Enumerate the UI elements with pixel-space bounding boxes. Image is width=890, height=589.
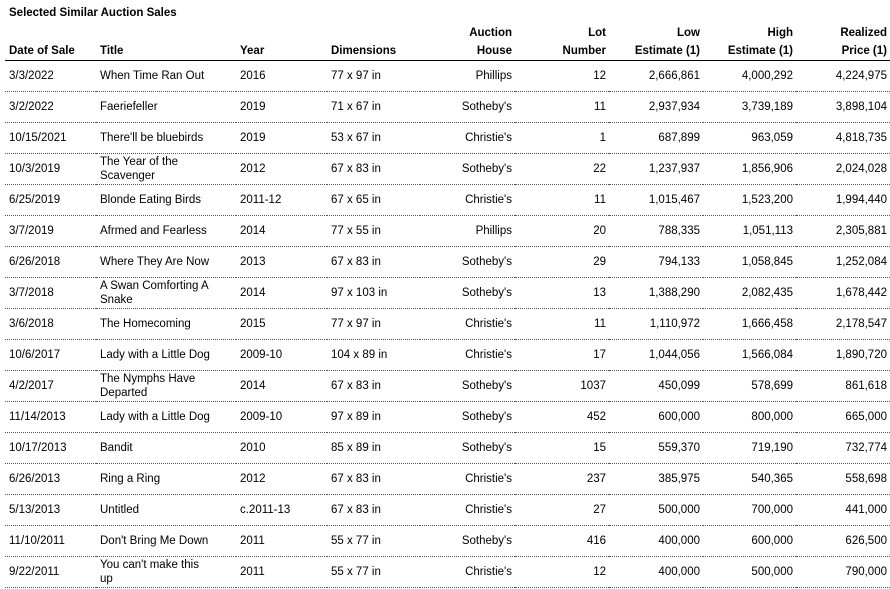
title-cell: Blonde Eating Birds bbox=[96, 185, 236, 216]
dimensions-cell: 67 x 83 in bbox=[327, 464, 420, 495]
table-row bbox=[5, 247, 890, 278]
realized-price-cell: 3,898,104 bbox=[796, 92, 890, 123]
high-estimate-cell: 1,856,906 bbox=[703, 154, 796, 185]
auction-house-cell: Phillips bbox=[420, 61, 515, 92]
low-estimate-cell: 400,000 bbox=[609, 557, 703, 588]
col-header-auction-house: Auction House bbox=[420, 24, 515, 61]
table-row bbox=[5, 557, 890, 588]
dimensions-cell: 55 x 77 in bbox=[327, 526, 420, 557]
dimensions-cell: 67 x 83 in bbox=[327, 247, 420, 278]
high-estimate-cell: 719,190 bbox=[703, 433, 796, 464]
auction-house-cell: Christie's bbox=[420, 185, 515, 216]
auction-house-cell: Sotheby's bbox=[420, 526, 515, 557]
col-header-realized-price: Realized Price (1) bbox=[796, 24, 890, 61]
lot-number-cell: 1037 bbox=[515, 371, 609, 402]
date-of-sale-cell: 11/10/2011 bbox=[5, 526, 96, 557]
table-body bbox=[5, 61, 890, 588]
lot-number-cell: 29 bbox=[515, 247, 609, 278]
realized-price-cell: 732,774 bbox=[796, 433, 890, 464]
auction-house-cell: Sotheby's bbox=[420, 433, 515, 464]
title-cell: Faeriefeller bbox=[96, 92, 236, 123]
date-of-sale-cell: 5/13/2013 bbox=[5, 495, 96, 526]
lot-number-cell: 237 bbox=[515, 464, 609, 495]
date-of-sale-cell: 10/15/2021 bbox=[5, 123, 96, 154]
auction-house-cell: Christie's bbox=[420, 495, 515, 526]
auction-sales-table bbox=[5, 24, 890, 588]
realized-price-cell: 4,818,735 bbox=[796, 123, 890, 154]
realized-price-cell: 665,000 bbox=[796, 402, 890, 433]
year-cell: c.2011-13 bbox=[236, 495, 327, 526]
date-of-sale-cell: 4/2/2017 bbox=[5, 371, 96, 402]
low-estimate-cell: 1,044,056 bbox=[609, 340, 703, 371]
title-cell: You can't make this up bbox=[96, 557, 236, 588]
table-row bbox=[5, 526, 890, 557]
title-cell: When Time Ran Out bbox=[96, 61, 236, 92]
table-row bbox=[5, 92, 890, 123]
date-of-sale-cell: 3/3/2022 bbox=[5, 61, 96, 92]
low-estimate-cell: 400,000 bbox=[609, 526, 703, 557]
col-header-dimensions: Dimensions bbox=[327, 24, 420, 61]
low-estimate-cell: 450,099 bbox=[609, 371, 703, 402]
low-estimate-cell: 1,015,467 bbox=[609, 185, 703, 216]
lot-number-cell: 452 bbox=[515, 402, 609, 433]
auction-house-cell: Sotheby's bbox=[420, 154, 515, 185]
date-of-sale-cell: 3/7/2018 bbox=[5, 278, 96, 309]
lot-number-cell: 11 bbox=[515, 92, 609, 123]
high-estimate-cell: 3,739,189 bbox=[703, 92, 796, 123]
date-of-sale-cell: 11/14/2013 bbox=[5, 402, 96, 433]
high-estimate-cell: 700,000 bbox=[703, 495, 796, 526]
lot-number-cell: 12 bbox=[515, 557, 609, 588]
dimensions-cell: 77 x 97 in bbox=[327, 309, 420, 340]
dimensions-cell: 104 x 89 in bbox=[327, 340, 420, 371]
date-of-sale-cell: 3/7/2019 bbox=[5, 216, 96, 247]
title-cell: Where They Are Now bbox=[96, 247, 236, 278]
high-estimate-cell: 1,051,113 bbox=[703, 216, 796, 247]
low-estimate-cell: 559,370 bbox=[609, 433, 703, 464]
lot-number-cell: 13 bbox=[515, 278, 609, 309]
low-estimate-cell: 385,975 bbox=[609, 464, 703, 495]
low-estimate-cell: 1,388,290 bbox=[609, 278, 703, 309]
date-of-sale-cell: 3/2/2022 bbox=[5, 92, 96, 123]
year-cell: 2009-10 bbox=[236, 402, 327, 433]
lot-number-cell: 20 bbox=[515, 216, 609, 247]
realized-price-cell: 790,000 bbox=[796, 557, 890, 588]
auction-house-cell: Christie's bbox=[420, 557, 515, 588]
table-row bbox=[5, 309, 890, 340]
title-cell: The Year of the Scavenger bbox=[96, 154, 236, 185]
low-estimate-cell: 794,133 bbox=[609, 247, 703, 278]
title-cell: Don't Bring Me Down bbox=[96, 526, 236, 557]
table-row bbox=[5, 61, 890, 92]
year-cell: 2014 bbox=[236, 371, 327, 402]
realized-price-cell: 1,890,720 bbox=[796, 340, 890, 371]
col-header-lot-number: Lot Number bbox=[515, 24, 609, 61]
low-estimate-cell: 1,110,972 bbox=[609, 309, 703, 340]
lot-number-cell: 11 bbox=[515, 185, 609, 216]
date-of-sale-cell: 10/17/2013 bbox=[5, 433, 96, 464]
title-cell: Untitled bbox=[96, 495, 236, 526]
date-of-sale-cell: 10/3/2019 bbox=[5, 154, 96, 185]
year-cell: 2009-10 bbox=[236, 340, 327, 371]
year-cell: 2012 bbox=[236, 154, 327, 185]
realized-price-cell: 2,178,547 bbox=[796, 309, 890, 340]
year-cell: 2010 bbox=[236, 433, 327, 464]
low-estimate-cell: 500,000 bbox=[609, 495, 703, 526]
low-estimate-cell: 2,666,861 bbox=[609, 61, 703, 92]
high-estimate-cell: 2,082,435 bbox=[703, 278, 796, 309]
lot-number-cell: 11 bbox=[515, 309, 609, 340]
low-estimate-cell: 788,335 bbox=[609, 216, 703, 247]
title-cell: There'll be bluebirds bbox=[96, 123, 236, 154]
table-row bbox=[5, 185, 890, 216]
table-row bbox=[5, 371, 890, 402]
dimensions-cell: 67 x 83 in bbox=[327, 371, 420, 402]
dimensions-cell: 77 x 55 in bbox=[327, 216, 420, 247]
table-row bbox=[5, 154, 890, 185]
realized-price-cell: 4,224,975 bbox=[796, 61, 890, 92]
auction-house-cell: Christie's bbox=[420, 309, 515, 340]
lot-number-cell: 27 bbox=[515, 495, 609, 526]
table-row bbox=[5, 464, 890, 495]
year-cell: 2011-12 bbox=[236, 185, 327, 216]
low-estimate-cell: 1,237,937 bbox=[609, 154, 703, 185]
dimensions-cell: 71 x 67 in bbox=[327, 92, 420, 123]
year-cell: 2013 bbox=[236, 247, 327, 278]
col-header-high-estimate: High Estimate (1) bbox=[703, 24, 796, 61]
low-estimate-cell: 600,000 bbox=[609, 402, 703, 433]
year-cell: 2014 bbox=[236, 216, 327, 247]
auction-house-cell: Sotheby's bbox=[420, 92, 515, 123]
col-header-low-estimate: Low Estimate (1) bbox=[609, 24, 703, 61]
date-of-sale-cell: 6/25/2019 bbox=[5, 185, 96, 216]
realized-price-cell: 1,678,442 bbox=[796, 278, 890, 309]
table-row bbox=[5, 278, 890, 309]
auction-house-cell: Phillips bbox=[420, 216, 515, 247]
title-cell: Lady with a Little Dog bbox=[96, 402, 236, 433]
table-row bbox=[5, 123, 890, 154]
table-row bbox=[5, 340, 890, 371]
title-cell: Lady with a Little Dog bbox=[96, 340, 236, 371]
year-cell: 2014 bbox=[236, 278, 327, 309]
title-cell: A Swan Comforting A Snake bbox=[96, 278, 236, 309]
col-header-date: Date of Sale bbox=[5, 24, 96, 61]
high-estimate-cell: 963,059 bbox=[703, 123, 796, 154]
date-of-sale-cell: 6/26/2013 bbox=[5, 464, 96, 495]
dimensions-cell: 67 x 83 in bbox=[327, 495, 420, 526]
high-estimate-cell: 4,000,292 bbox=[703, 61, 796, 92]
title-cell: Afrmed and Fearless bbox=[96, 216, 236, 247]
high-estimate-cell: 1,523,200 bbox=[703, 185, 796, 216]
low-estimate-cell: 2,937,934 bbox=[609, 92, 703, 123]
table-row bbox=[5, 402, 890, 433]
year-cell: 2012 bbox=[236, 464, 327, 495]
high-estimate-cell: 600,000 bbox=[703, 526, 796, 557]
year-cell: 2019 bbox=[236, 123, 327, 154]
realized-price-cell: 558,698 bbox=[796, 464, 890, 495]
auction-house-cell: Sotheby's bbox=[420, 278, 515, 309]
auction-house-cell: Sotheby's bbox=[420, 402, 515, 433]
header-row bbox=[5, 24, 890, 61]
dimensions-cell: 97 x 103 in bbox=[327, 278, 420, 309]
auction-house-cell: Christie's bbox=[420, 340, 515, 371]
high-estimate-cell: 500,000 bbox=[703, 557, 796, 588]
lot-number-cell: 22 bbox=[515, 154, 609, 185]
lot-number-cell: 15 bbox=[515, 433, 609, 464]
year-cell: 2011 bbox=[236, 526, 327, 557]
lot-number-cell: 17 bbox=[515, 340, 609, 371]
date-of-sale-cell: 3/6/2018 bbox=[5, 309, 96, 340]
high-estimate-cell: 540,365 bbox=[703, 464, 796, 495]
realized-price-cell: 861,618 bbox=[796, 371, 890, 402]
dimensions-cell: 67 x 65 in bbox=[327, 185, 420, 216]
auction-house-cell: Christie's bbox=[420, 464, 515, 495]
date-of-sale-cell: 6/26/2018 bbox=[5, 247, 96, 278]
realized-price-cell: 1,252,084 bbox=[796, 247, 890, 278]
high-estimate-cell: 578,699 bbox=[703, 371, 796, 402]
high-estimate-cell: 1,566,084 bbox=[703, 340, 796, 371]
date-of-sale-cell: 10/6/2017 bbox=[5, 340, 96, 371]
year-cell: 2015 bbox=[236, 309, 327, 340]
title-cell: Bandit bbox=[96, 433, 236, 464]
low-estimate-cell: 687,899 bbox=[609, 123, 703, 154]
lot-number-cell: 1 bbox=[515, 123, 609, 154]
table-row bbox=[5, 216, 890, 247]
title-cell: The Homecoming bbox=[96, 309, 236, 340]
dimensions-cell: 55 x 77 in bbox=[327, 557, 420, 588]
date-of-sale-cell: 9/22/2011 bbox=[5, 557, 96, 588]
auction-house-cell: Christie's bbox=[420, 123, 515, 154]
table-row bbox=[5, 433, 890, 464]
dimensions-cell: 85 x 89 in bbox=[327, 433, 420, 464]
high-estimate-cell: 1,666,458 bbox=[703, 309, 796, 340]
table-title: Selected Similar Auction Sales bbox=[9, 7, 177, 19]
title-cell: The Nymphs Have Departed bbox=[96, 371, 236, 402]
high-estimate-cell: 1,058,845 bbox=[703, 247, 796, 278]
year-cell: 2016 bbox=[236, 61, 327, 92]
realized-price-cell: 1,994,440 bbox=[796, 185, 890, 216]
lot-number-cell: 12 bbox=[515, 61, 609, 92]
high-estimate-cell: 800,000 bbox=[703, 402, 796, 433]
realized-price-cell: 2,305,881 bbox=[796, 216, 890, 247]
dimensions-cell: 77 x 97 in bbox=[327, 61, 420, 92]
realized-price-cell: 2,024,028 bbox=[796, 154, 890, 185]
year-cell: 2019 bbox=[236, 92, 327, 123]
year-cell: 2011 bbox=[236, 557, 327, 588]
dimensions-cell: 67 x 83 in bbox=[327, 154, 420, 185]
title-cell: Ring a Ring bbox=[96, 464, 236, 495]
col-header-year: Year bbox=[236, 24, 327, 61]
lot-number-cell: 416 bbox=[515, 526, 609, 557]
dimensions-cell: 53 x 67 in bbox=[327, 123, 420, 154]
realized-price-cell: 441,000 bbox=[796, 495, 890, 526]
col-header-title: Title bbox=[96, 24, 236, 61]
auction-house-cell: Sotheby's bbox=[420, 371, 515, 402]
table-row bbox=[5, 495, 890, 526]
auction-house-cell: Sotheby's bbox=[420, 247, 515, 278]
realized-price-cell: 626,500 bbox=[796, 526, 890, 557]
dimensions-cell: 97 x 89 in bbox=[327, 402, 420, 433]
